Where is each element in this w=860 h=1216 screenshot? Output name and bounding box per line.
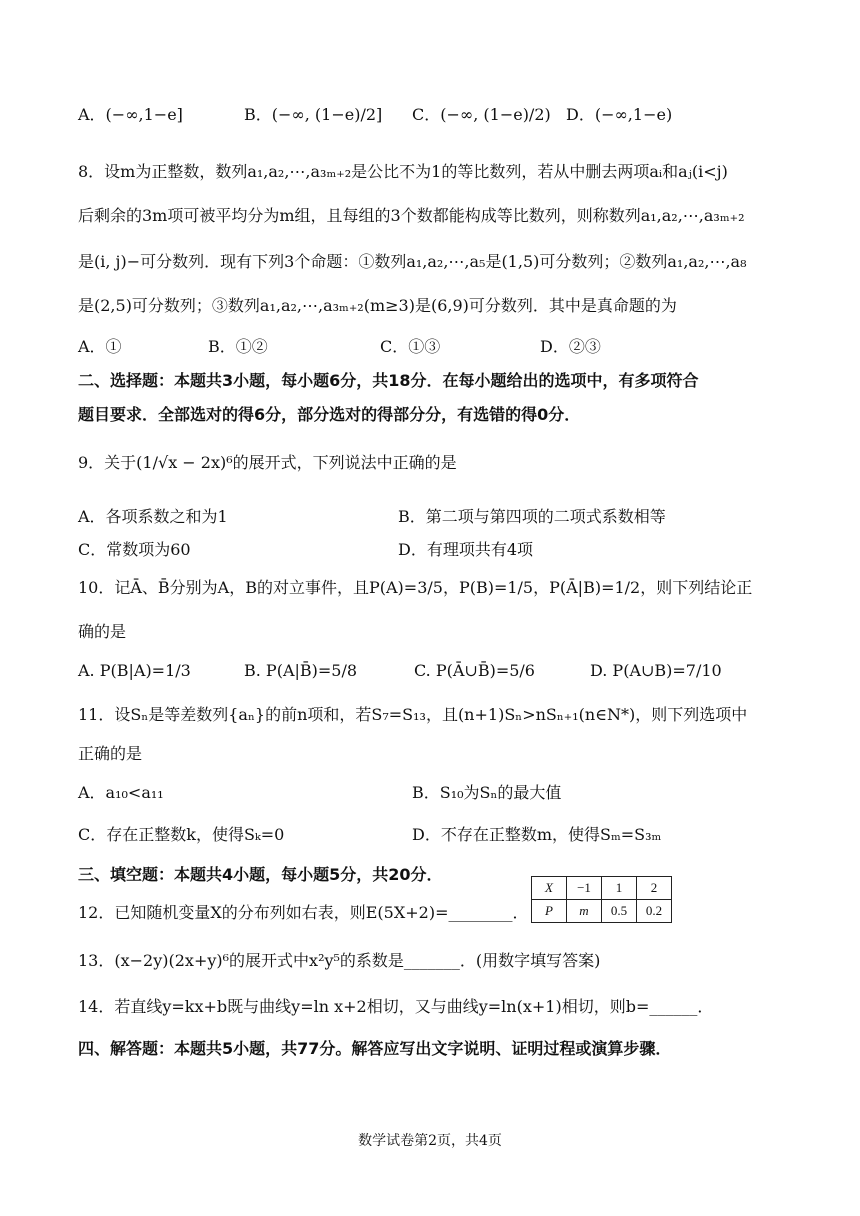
table-cell: P xyxy=(532,900,567,923)
table-cell: 0.2 xyxy=(637,900,672,923)
q8-line-2: 后剩余的3m项可被平均分为m组，且每组的3个数都能构成等比数列，则称数列a₁,a₂,⋯,a₃ₘ₊₂ xyxy=(78,206,745,225)
q11-option-a: A．a₁₀<a₁₁ xyxy=(78,783,164,802)
q10-option-c: C. P(Ā∪B̄)=5/6 xyxy=(414,661,535,680)
page-footer: 数学试卷第2页，共4页 xyxy=(358,1133,502,1149)
section-2-heading-line-1: 二、选择题：本题共3小题，每小题6分，共18分．在每小题给出的选项中，有多项符合 xyxy=(78,371,699,390)
table-cell: 2 xyxy=(637,877,672,900)
q10-line-1: 10．记Ā、B̄分别为A，B的对立事件，且P(A)=3/5，P(B)=1/5，P(Ā|B)=1/2，则下列结论正 xyxy=(78,578,753,597)
q9-option-c: C．常数项为60 xyxy=(78,540,191,559)
q11-line-2: 正确的是 xyxy=(78,744,143,763)
q7-option-d: D．(−∞,1−e) xyxy=(566,105,673,124)
q13-stem: 13．(x−2y)(2x+y)⁶的展开式中x²y⁵的系数是_______．(用数字填写答案) xyxy=(78,951,601,970)
q7-option-c: C．(−∞, (1−e)/2) xyxy=(412,105,551,124)
q11-option-c: C．存在正整数k，使得Sₖ=0 xyxy=(78,825,285,844)
table-cell: 1 xyxy=(602,877,637,900)
q10-option-a: A. P(B|A)=1/3 xyxy=(78,661,191,680)
q8-option-a: A．① xyxy=(78,337,122,356)
q8-option-c: C．①③ xyxy=(380,337,441,356)
distribution-row-x xyxy=(532,877,672,900)
q10-option-b: B. P(A|B̄)=5/8 xyxy=(244,661,358,680)
table-cell: m xyxy=(567,900,602,923)
q8-line-4: 是(2,5)可分数列；③数列a₁,a₂,⋯,a₃ₘ₊₂(m≥3)是(6,9)可分数列．其中是真命题的为 xyxy=(78,296,677,315)
q8-line-3: 是(i, j)−可分数列．现有下列3个命题：①数列a₁,a₂,⋯,a₅是(1,5)可分数列；②数列a₁,a₂,⋯,a₈ xyxy=(78,252,747,271)
table-cell: X xyxy=(532,877,567,900)
q14-stem: 14．若直线y=kx+b既与曲线y=ln x+2相切，又与曲线y=ln(x+1)相切，则b=______． xyxy=(78,997,714,1016)
section-3-heading: 三、填空题：本题共4小题，每小题5分，共20分． xyxy=(78,865,443,884)
table-cell: −1 xyxy=(567,877,602,900)
q9-option-d: D．有理项共有4项 xyxy=(398,540,534,559)
q11-line-1: 11．设Sₙ是等差数列{aₙ}的前n项和，若S₇=S₁₃，且(n+1)Sₙ>nSₙ₊₁(n∈N*)，则下列选项中 xyxy=(78,705,748,724)
q9-stem: 9．关于(1/√x − 2x)⁶的展开式，下列说法中正确的是 xyxy=(78,453,457,472)
q11-option-d: D．不存在正整数m，使得Sₘ=S₃ₘ xyxy=(412,825,662,844)
table-cell: 0.5 xyxy=(602,900,637,923)
q12-stem: 12．已知随机变量X的分布列如右表，则E(5X+2)=________． xyxy=(78,903,529,922)
q10-option-d: D. P(A∪B)=7/10 xyxy=(590,661,722,680)
q9-option-a: A．各项系数之和为1 xyxy=(78,507,228,526)
q7-option-b: B．(−∞, (1−e)/2] xyxy=(244,105,383,124)
q11-option-b: B．S₁₀为Sₙ的最大值 xyxy=(412,783,562,802)
q10-line-2: 确的是 xyxy=(78,622,127,641)
distribution-row-p xyxy=(532,900,672,923)
q9-option-b: B．第二项与第四项的二项式系数相等 xyxy=(398,507,666,526)
section-4-heading: 四、解答题：本题共5小题，共77分。解答应写出文字说明、证明过程或演算步骤． xyxy=(78,1039,672,1058)
q8-option-d: D．②③ xyxy=(540,337,601,356)
q7-option-a: A．(−∞,1−e] xyxy=(78,105,183,124)
distribution-table xyxy=(531,876,672,923)
q8-option-b: B．①② xyxy=(208,337,268,356)
section-2-heading-line-2: 题目要求．全部选对的得6分，部分选对的得部分分，有选错的得0分． xyxy=(78,405,581,424)
q8-line-1: 8．设m为正整数，数列a₁,a₂,⋯,a₃ₘ₊₂是公比不为1的等比数列，若从中删去两项aᵢ和aⱼ(i<j) xyxy=(78,162,728,181)
